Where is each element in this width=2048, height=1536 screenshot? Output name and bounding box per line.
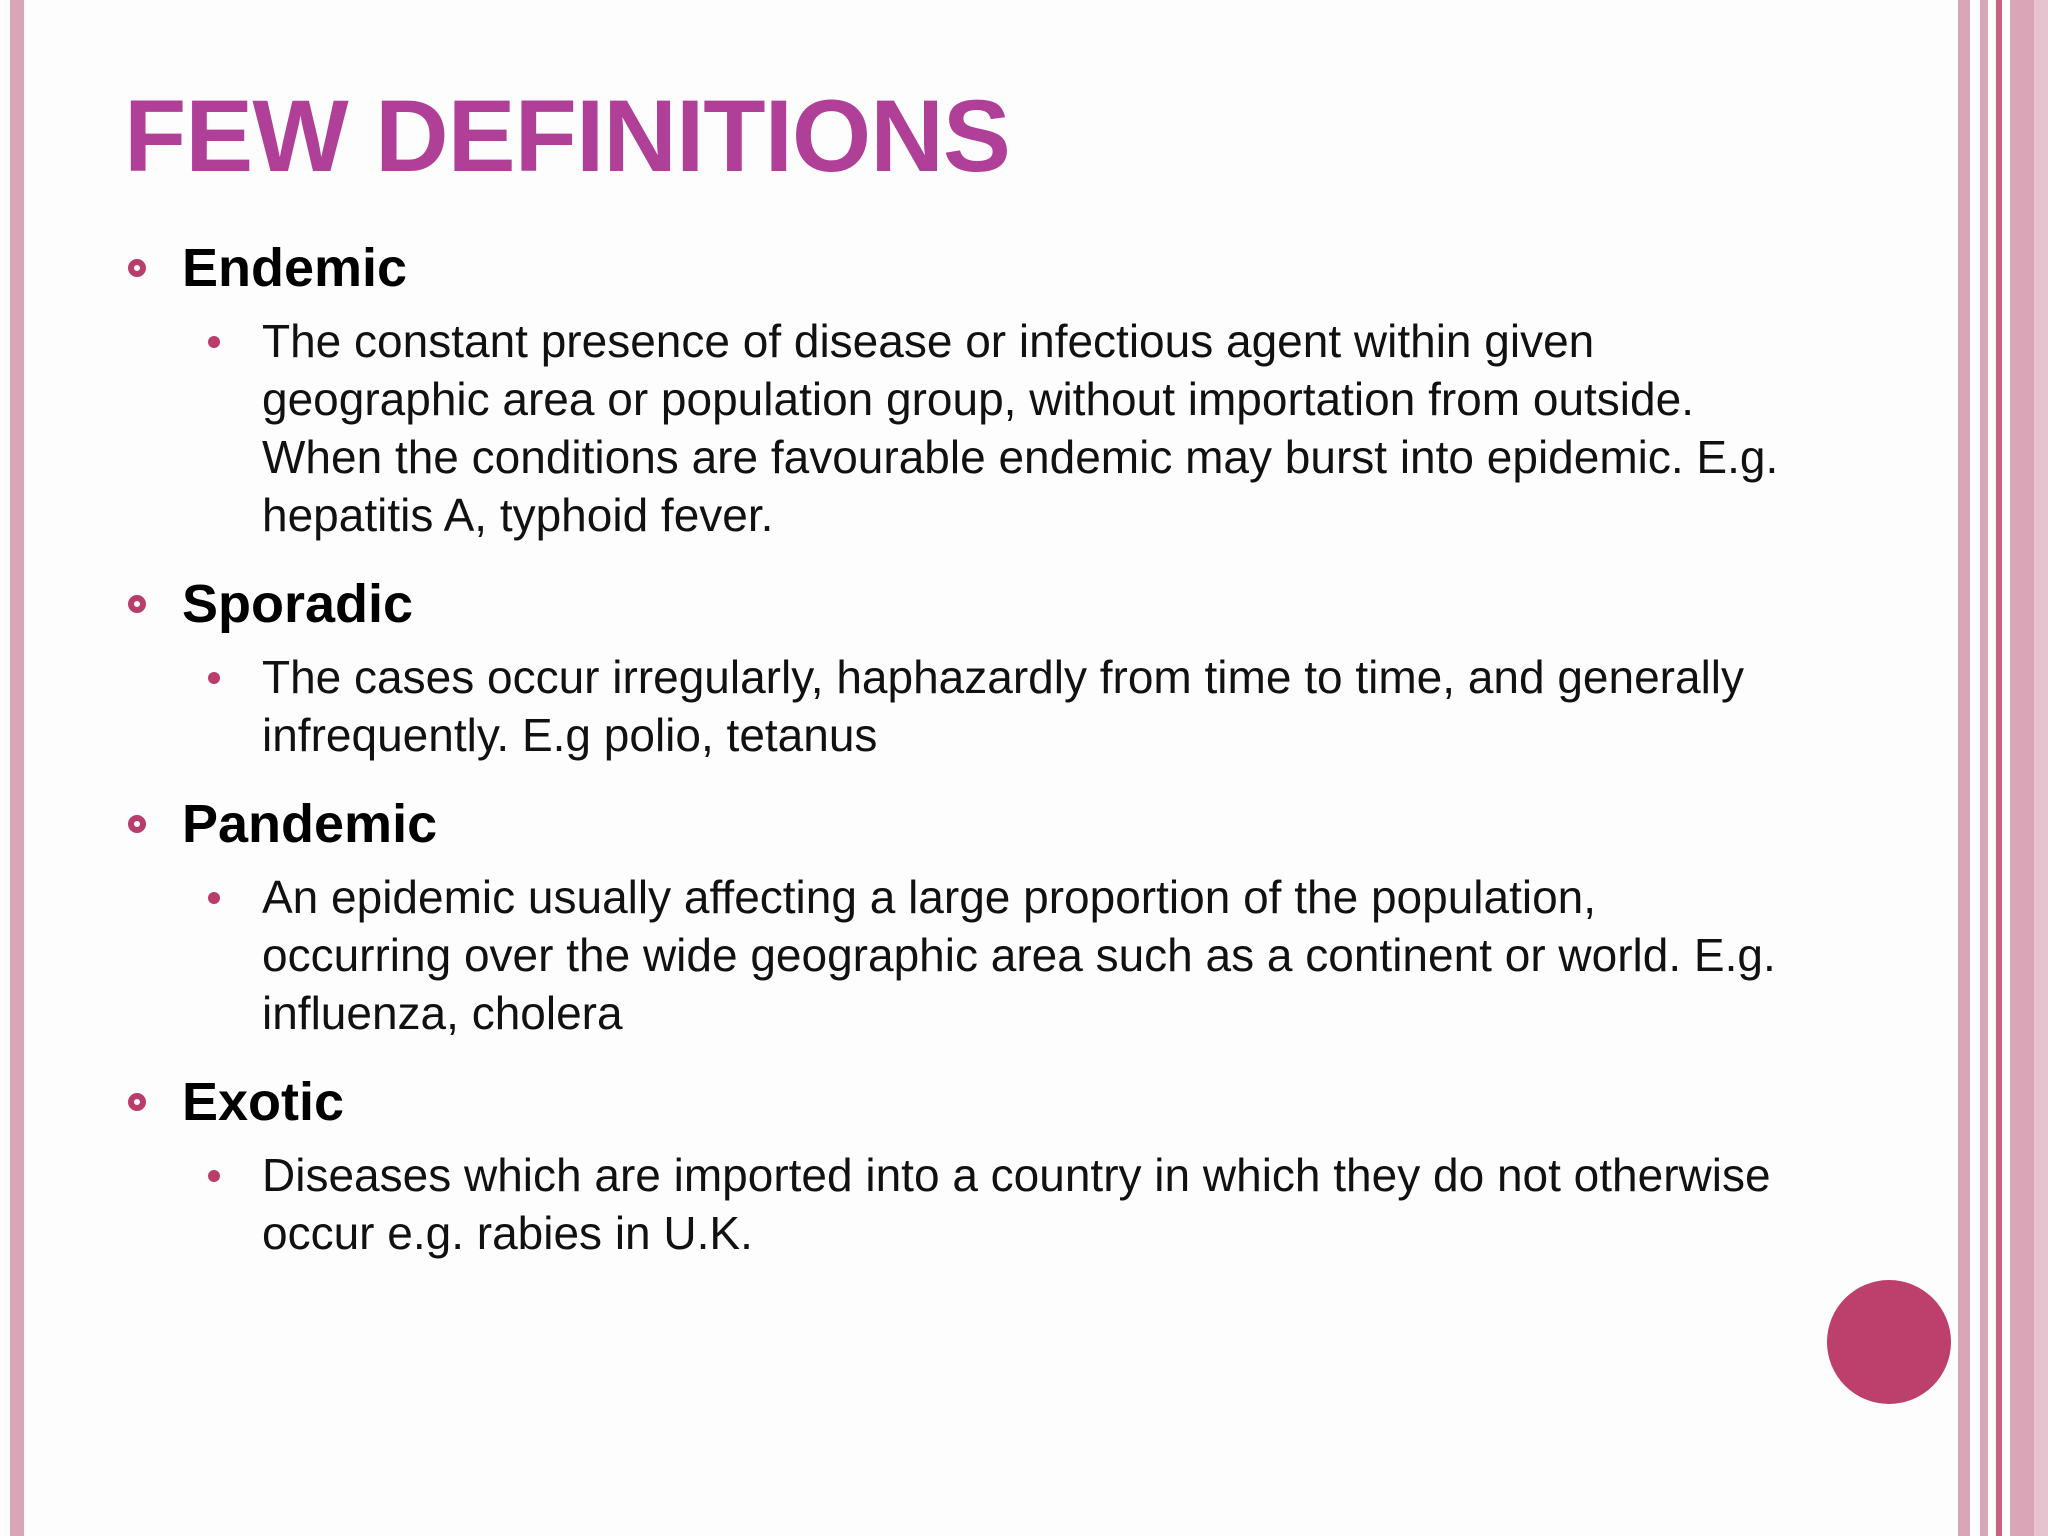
- dot-bullet-icon: [208, 336, 220, 348]
- slide-title: FEW DEFINITIONS: [124, 79, 1010, 193]
- term-heading: [124, 566, 1804, 642]
- definition-text: An epidemic usually affecting a large proportion of the population, occurring over the wide geographic area such as a continent or world. E.g. influenza, cholera: [262, 871, 1776, 1039]
- definition-item-endemic: [124, 230, 1804, 544]
- definitions-list: [124, 230, 1804, 1284]
- term-title: Sporadic: [182, 574, 414, 634]
- definition-row: [208, 1146, 1804, 1262]
- right-border-stripe: [1980, 0, 1988, 1536]
- term-title: Exotic: [182, 1072, 345, 1132]
- right-border-stripe: [2010, 0, 2034, 1536]
- term-title: Pandemic: [182, 794, 438, 854]
- definition-text: Diseases which are imported into a country in which they do not otherwise occur e.g. rabies in U.K.: [262, 1149, 1771, 1259]
- ring-bullet-icon: [128, 595, 146, 613]
- definition-item-sporadic: [124, 566, 1804, 764]
- right-border-stripe: [2034, 0, 2048, 1536]
- definition-row: [208, 868, 1804, 1042]
- term-title: Endemic: [182, 238, 408, 298]
- definition-row: [208, 312, 1804, 544]
- left-border-stripe: [10, 0, 24, 1536]
- term-heading: [124, 230, 1804, 306]
- dot-bullet-icon: [208, 672, 220, 684]
- ring-bullet-icon: [128, 259, 146, 277]
- ring-bullet-icon: [128, 815, 146, 833]
- definition-text: The cases occur irregularly, haphazardly from time to time, and generally infrequently. E.g polio, tetanus: [262, 651, 1745, 761]
- definition-row: [208, 648, 1804, 764]
- dot-bullet-icon: [208, 892, 220, 904]
- right-border-stripe: [1958, 0, 1970, 1536]
- right-border-stripe: [1996, 0, 2002, 1536]
- dot-bullet-icon: [208, 1170, 220, 1182]
- definition-item-pandemic: [124, 786, 1804, 1042]
- term-heading: [124, 1064, 1804, 1140]
- definition-item-exotic: [124, 1064, 1804, 1262]
- decorative-circle: [1827, 1280, 1951, 1404]
- term-heading: [124, 786, 1804, 862]
- ring-bullet-icon: [128, 1093, 146, 1111]
- definition-text: The constant presence of disease or infectious agent within given geographic area or population group, without importation from outside. When the conditions are favourable endemic may burst into epidemic. E.g. hepatitis A, typhoid fever.: [262, 315, 1779, 541]
